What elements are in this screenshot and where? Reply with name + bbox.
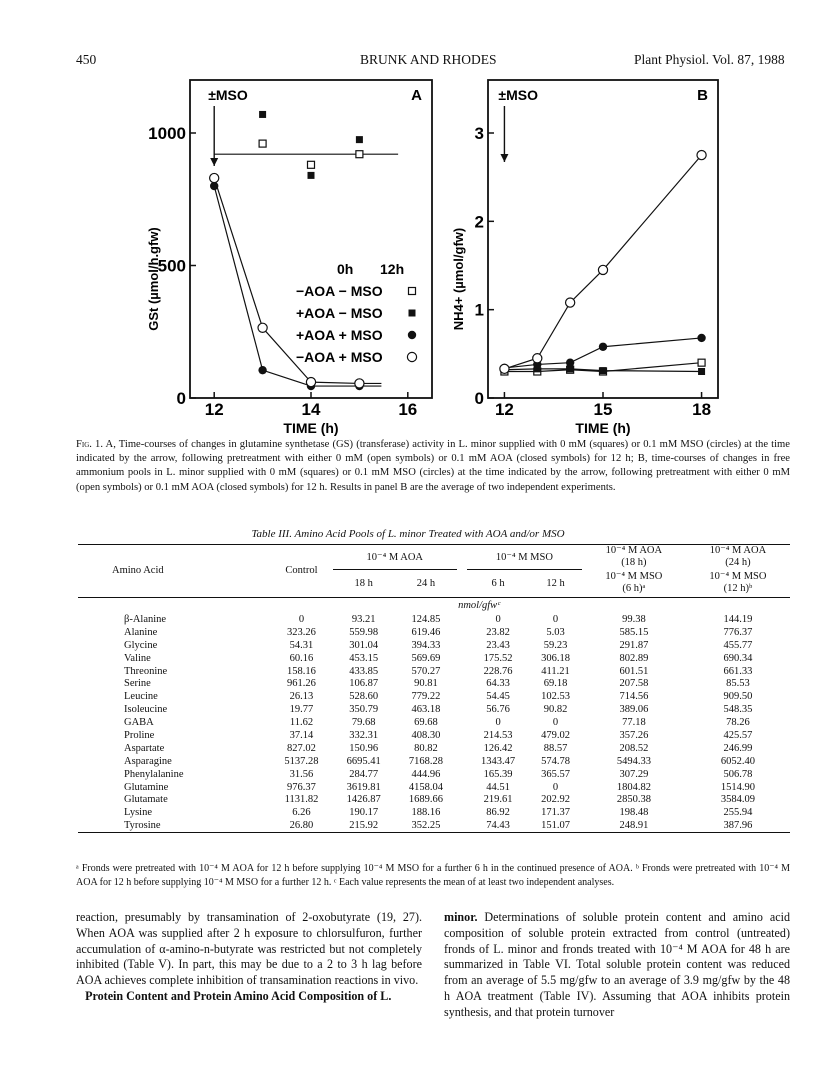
col-control: Control <box>285 565 318 577</box>
marker-open-square <box>308 161 315 168</box>
x-axis-label: TIME (h) <box>283 420 339 436</box>
y-tick-label: 0 <box>474 389 484 408</box>
marker-filled-square <box>698 368 705 375</box>
col-amino: Amino Acid <box>112 565 164 577</box>
figure-caption <box>76 438 790 495</box>
section-heading: Protein Content and Protein Amino Acid Composition of L. <box>85 988 392 1003</box>
y-tick-label: 3 <box>474 124 484 143</box>
panel-b <box>451 80 718 436</box>
marker-open-square <box>698 359 705 366</box>
units-row: nmol/gfwᶜ <box>458 599 500 611</box>
x-tick-label: 12 <box>204 400 224 419</box>
panel-letter: B <box>697 87 708 104</box>
table-row: Asparagine 5137.28 6695.41 7168.28 1343.47 574.78 5494.33 6052.40 <box>124 755 756 767</box>
marker-filled-circle <box>697 334 705 342</box>
table-row: Glycine 54.31 301.04 394.33 23.43 59.23 291.87 455.77 <box>124 639 753 651</box>
marker-open-circle <box>306 378 315 387</box>
marker-open-circle <box>258 323 267 332</box>
y-tick-label: 1000 <box>148 124 186 143</box>
y-axis-label: NH4+ (µmol/gfw) <box>451 227 466 331</box>
y-axis-label: GSt (µmol/h.gfw) <box>146 227 161 331</box>
marker-open-circle <box>500 364 509 373</box>
marker-filled-square <box>259 111 266 118</box>
table-row: Proline 37.14 332.31 408.30 214.53 479.02 357.26 425.57 <box>124 729 753 741</box>
table-row: Isoleucine 19.77 350.79 463.18 56.76 90.82 389.06 548.35 <box>124 704 753 716</box>
table-row: Threonine 158.16 433.85 570.27 228.76 411.21 601.51 661.33 <box>124 665 753 677</box>
legend-entry: −AOA − MSO <box>296 283 383 299</box>
table-row: GABA 11.62 79.68 69.68 0 0 77.18 78.26 <box>124 717 750 729</box>
x-tick-label: 18 <box>692 400 712 419</box>
marker-open-circle <box>533 354 542 363</box>
caption-lead: Fig. 1. <box>76 439 103 450</box>
y-tick-label: 1 <box>474 300 484 320</box>
col-aoa: 10⁻⁴ M AOA <box>333 545 457 570</box>
table-row: Valine 60.16 453.15 569.69 175.52 306.18 802.89 690.34 <box>124 652 753 664</box>
marker-open-circle <box>697 150 706 159</box>
marker-filled-square <box>356 136 363 143</box>
marker-filled-circle <box>599 343 607 351</box>
table-caption: Table III. Amino Acid Pools of L. minor Treated with AOA and/or MSO <box>251 528 565 540</box>
marker-open-square <box>259 140 266 147</box>
marker-open-circle <box>355 379 364 388</box>
x-axis-label: TIME (h) <box>575 420 631 436</box>
marker-filled-circle <box>258 366 266 374</box>
legend-header: 12h <box>380 261 405 277</box>
arrow-head <box>210 158 218 166</box>
x-tick-label: 12 <box>494 400 514 419</box>
table-row: Phenylalanine 31.56 284.77 444.96 165.39 365.57 307.29 506.78 <box>124 768 753 780</box>
table-row: Lysine 6.26 190.17 188.16 86.92 171.37 198.48 255.94 <box>124 807 753 819</box>
panel-letter: A <box>411 87 422 104</box>
marker-open-square <box>409 288 416 295</box>
marker-filled-square <box>308 172 315 179</box>
arrow-head <box>500 154 508 162</box>
table-row: Aspartate 827.02 150.96 80.82 126.42 88.57 208.52 246.99 <box>124 742 753 754</box>
arrow-label: ±MSO <box>498 87 539 103</box>
marker-open-circle <box>210 173 219 182</box>
marker-filled-square <box>600 367 607 374</box>
journal-ref: Plant Physiol. Vol. 87, 1988 <box>634 52 785 67</box>
marker-open-circle <box>566 298 575 307</box>
col-mso: 10⁻⁴ M MSO <box>467 545 582 570</box>
caption-text: A, Time-courses of changes in glutamine synthetase (GS) (transferase) activity in L. minor supplied with 0 mM (squares) or 0.1 mM MSO (circles) at the time indicated by the arrow, following pretreatment with either 0 mM (open symbols) or 0.1 mM AOA (closed symbols) for 12 h; B, time-courses of changes in free ammonium pools in L. minor supplied with 0 mM (squares) or 0.1 mM MSO (circles) at the time indicated by the arrow, following pretreatment with either 0 mM (open symbols) or 0.1 mM AOA (closed symbols) for 12 h. Results in panel B are the average of two independent experiments. <box>76 439 790 493</box>
series-line <box>504 155 701 369</box>
x-tick-label: 15 <box>593 400 613 419</box>
right-column: minor. Determinations of soluble protein content and amino acid composition of soluble protein extracted from control (untreated) fronds of L. minor and fronds treated with 10⁻⁴ M AOA for 48 h are summarized in Table VI. Total soluble protein content was reduced from an average of 5.5 mg/gfw to an average of 3.9 mg/gfw by the 48 h AOA treatment (Table IV). Assuming that AOA inhibits protein synthesis, and that protein turnover <box>444 910 790 1019</box>
table-row: β-Alanine 0 93.21 124.85 0 0 99.38 144.19 <box>124 613 753 625</box>
y-tick-label: 0 <box>176 389 186 408</box>
legend-entry: +AOA + MSO <box>296 327 383 343</box>
marker-filled-circle <box>408 331 416 339</box>
marker-open-circle <box>598 265 607 274</box>
table-row: Glutamate 1131.82 1426.87 1689.66 219.61 202.92 2850.38 3584.09 <box>124 794 756 806</box>
table-footnotes: ᵃ Fronds were pretreated with 10⁻⁴ M AOA for 12 h before supplying 10⁻⁴ M MSO for a further 6 h in the continued presence of AOA. ᵇ Fronds were pretreated with 10⁻⁴ M AOA for 12 h before supplying 10⁻⁴ M MSO for a further 12 h. ᶜ Each value represents the mean of at least two independent analyses. <box>76 863 790 888</box>
left-column: reaction, presumably by transamination of 2-oxobutyrate (19, 27). When AOA was supplied after 2 h exposure to chlorsulfuron, further accumulation of α-amino-n-butyrate was restricted but not completely inhibited (Table V). In part, this may be due to a 2 to 3 h lag before AOA achieves complete inhibition of transamination reactions in vivo. Protein Content and Protein Amino Acid Composition of L. <box>76 910 422 1003</box>
legend-entry: −AOA + MSO <box>296 349 383 365</box>
marker-filled-circle <box>566 358 574 366</box>
table-row: Alanine 323.26 559.98 619.46 23.82 5.03 585.15 776.37 <box>124 626 753 638</box>
page-number: 450 <box>76 52 97 67</box>
y-tick-label: 2 <box>474 212 484 232</box>
table-row: Tyrosine 26.80 215.92 352.25 74.43 151.07 248.91 387.96 <box>124 819 753 831</box>
y-tick-label: 500 <box>157 256 186 276</box>
marker-filled-square <box>409 310 416 317</box>
arrow-label: ±MSO <box>208 87 248 103</box>
legend-header: 0h <box>337 261 354 277</box>
marker-open-square <box>356 151 363 158</box>
panel-a <box>146 80 432 436</box>
table-row: Glutamine 976.37 3619.81 4158.04 44.51 0 1804.82 1514.90 <box>124 781 756 793</box>
running-head: BRUNK AND RHODES <box>360 52 497 67</box>
figure-1 <box>0 0 816 438</box>
x-tick-label: 14 <box>301 400 321 419</box>
marker-open-circle <box>407 352 416 361</box>
table-row: Serine 961.26 106.87 90.81 64.33 69.18 207.58 85.53 <box>124 678 750 690</box>
legend <box>296 261 417 365</box>
x-tick-label: 16 <box>398 400 418 419</box>
table-row: Leucine 26.13 528.60 779.22 54.45 102.53 714.56 909.50 <box>124 691 753 703</box>
amino-acid-table: Amino Acid Control 10⁻⁴ M AOA 10⁻⁴ M MSO 10⁻⁴ M AOA (18 h) 10⁻⁴ M AOA (24 h) 18 h 24 h 6 h 12 h 10⁻⁴ M MSO (6 h)ᵃ 10⁻⁴ M MSO (12 h)ᵇ nmol/gfwᶜ β-Alanine 0 93.21 124.85 0 0 99.38 144.19 Alanine 323.26 559.98 619.46 23.82 5.03 585.15 776.37 Glycine 54.31 301.04 394.33 23.43 59.23 291.87 455.77 Valine 60.16 453.15 569.69 175.52 306.18 802.89 690.34 Threonine 158.16 433.85 570.27 228.76 411.21 601.51 661.33 Serine 961.26 106.87 90.81 64.33 69.18 207.58 85.53 Leucine 26.13 528.60 779.22 54.45 102.53 714.56 909.50 Isoleucine 19.77 350.79 463.18 56.76 90.82 389.06 548.35 GABA 11.62 79.68 69.68 0 0 77.18 78.26 Proline 37.14 332.31 408.30 214.53 479.02 357.26 425.57 Aspartate 827.02 150.96 80.82 126.42 88.57 208.52 246.99 Asparagine 5137.28 6695.41 7168.28 1343.47 574.78 5494.33 6052.40 Phenylalanine 31.56 284.77 444.96 165.39 365.57 307.29 506.78 Glutamine 976.37 3619.81 4158.04 44.51 0 1804.82 1514.90 Glutamate 1131.82 1426.87 1689.66 219.61 202.92 2850.38 3584.09 Lysine 6.26 190.17 188.16 86.92 171.37 198.48 255.94 Tyrosine 26.80 215.92 352.25 74.43 151.07 248.91 387.96 <box>78 544 790 834</box>
legend-entry: +AOA − MSO <box>296 305 383 321</box>
